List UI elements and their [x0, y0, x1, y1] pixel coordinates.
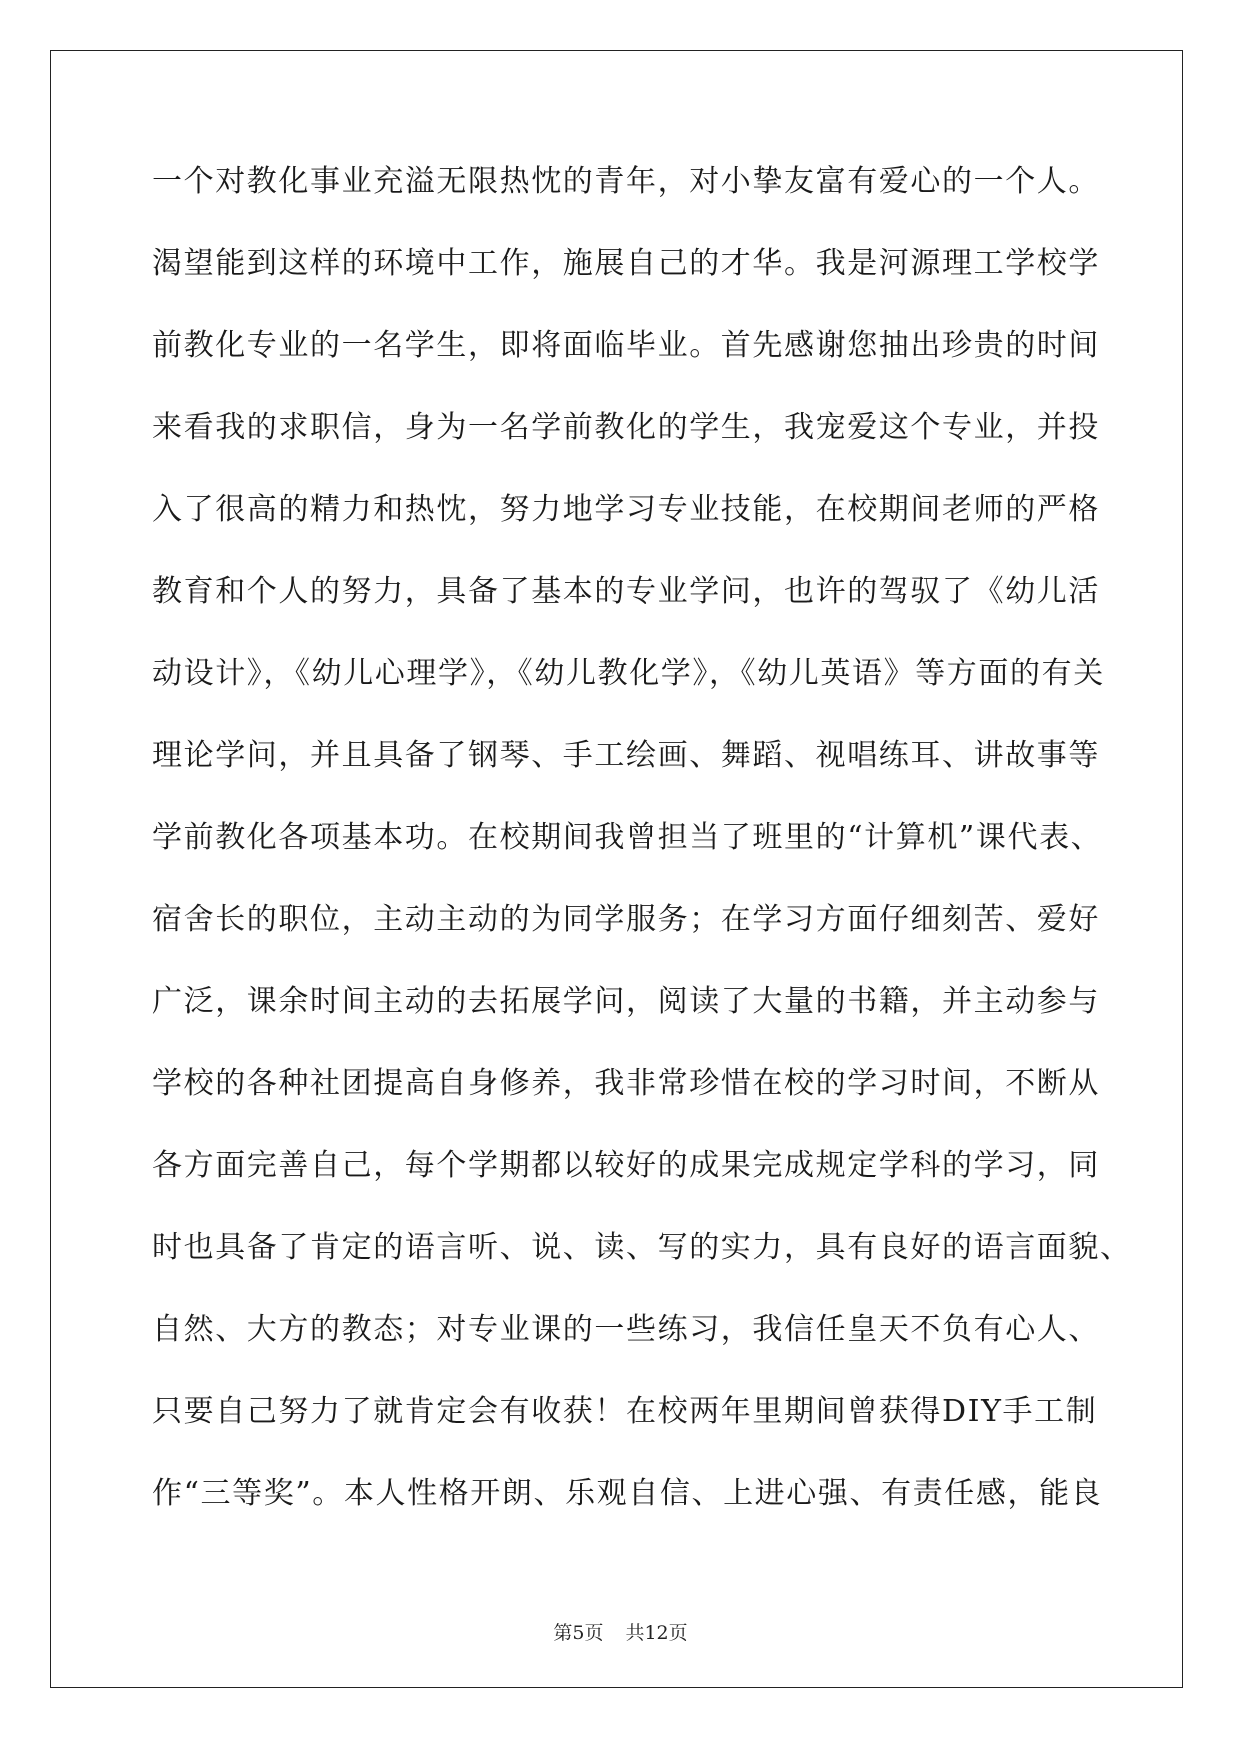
text-line: 各方面完善自己，每个学期都以较好的成果完成规定学科的学习，同 — [152, 1148, 1100, 1183]
text-line: 入了很高的精力和热忱，努力地学习专业技能，在校期间老师的严格 — [152, 492, 1100, 527]
text-line: 前教化专业的一名学生，即将面临毕业。首先感谢您抽出珍贵的时间 — [152, 328, 1100, 363]
text-line: 宿舍长的职位，主动主动的为同学服务；在学习方面仔细刻苦、爱好 — [152, 902, 1100, 937]
text-line: 学前教化各项基本功。在校期间我曾担当了班里的“计算机”课代表、 — [152, 820, 1103, 855]
text-line: 来看我的求职信，身为一名学前教化的学生，我宠爱这个专业，并投 — [152, 410, 1100, 445]
page-total: 共12页 — [625, 1622, 688, 1644]
text-line: 自然、大方的教态；对专业课的一些练习，我信任皇天不负有心人、 — [152, 1312, 1100, 1347]
text-line: 渴望能到这样的环境中工作，施展自己的才华。我是河源理工学校学 — [152, 246, 1100, 281]
text-line: 作“三等奖”。本人性格开朗、乐观自信、上进心强、有责任感，能良 — [152, 1476, 1103, 1511]
text-line: 教育和个人的努力，具备了基本的专业学问，也许的驾驭了《幼儿活 — [152, 574, 1100, 609]
text-line: 时也具备了肯定的语言听、说、读、写的实力，具有良好的语言面貌、 — [152, 1230, 1132, 1265]
text-line: 一个对教化事业充溢无限热忱的青年，对小挚友富有爱心的一个人。 — [152, 164, 1100, 199]
page-number: 第5页 — [553, 1622, 604, 1644]
text-line: 只要自己努力了就肯定会有收获！在校两年里期间曾获得DIY手工制 — [152, 1394, 1098, 1429]
text-line: 广泛，课余时间主动的去拓展学问，阅读了大量的书籍，并主动参与 — [152, 984, 1100, 1019]
text-line: 学校的各种社团提高自身修养，我非常珍惜在校的学习时间，不断从 — [152, 1066, 1100, 1101]
document-body — [152, 152, 1132, 1546]
page-footer — [0, 1618, 1241, 1645]
text-line: 动设计》，《幼儿心理学》，《幼儿教化学》，《幼儿英语》等方面的有关 — [152, 656, 1105, 691]
text-line: 理论学问，并且具备了钢琴、手工绘画、舞蹈、视唱练耳、讲故事等 — [152, 738, 1100, 773]
